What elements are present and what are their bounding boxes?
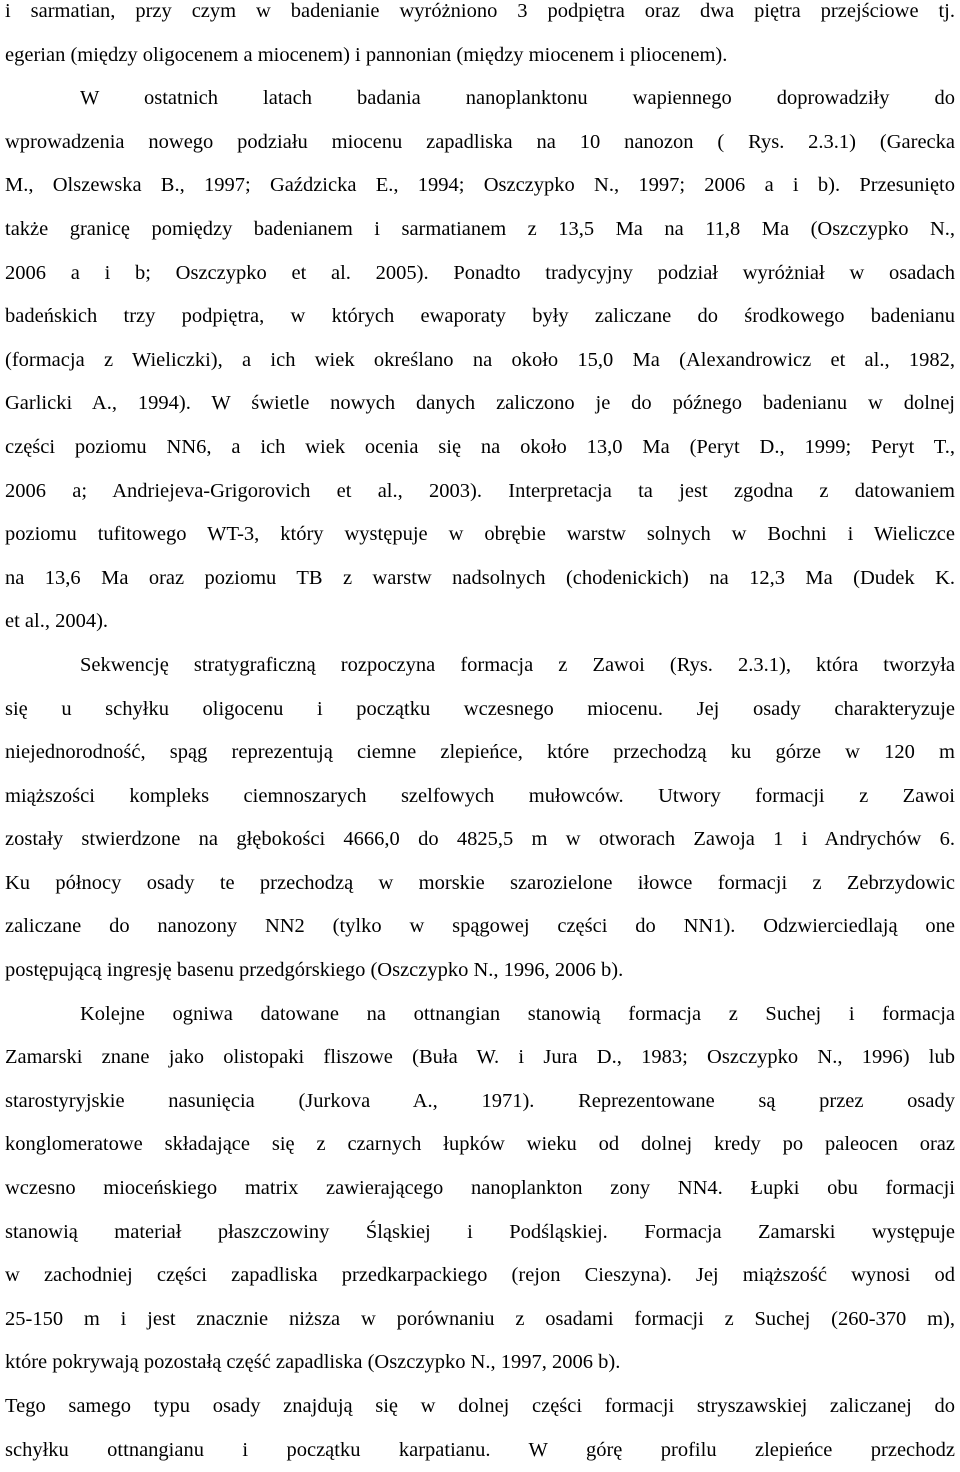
text-line: starostyryjskie nasunięcia (Jurkova A., 1971). Reprezentowane są przez osady [5,1089,955,1112]
text-line: wczesno mioceńskiego matrix zawierającego nanoplankton zony NN4. Łupki obu formacji [5,1177,955,1200]
text-line: schyłku ottnangianu i początku karpatianu. W górę profilu zlepieńce przechodz [5,1438,955,1461]
text-line: poziomu tufitowego WT-3, który występuje w obrębie warstw solnych w Bochni i Wieliczce [5,523,955,546]
text-line: stanowią materiał płaszczowiny Śląskiej i Podśląskiej. Formacja Zamarski występuje [5,1220,955,1243]
text-line: części poziomu NN6, a ich wiek ocenia się na około 13,0 Ma (Peryt D., 1999; Peryt T., [5,435,955,458]
text-line: miąższości kompleks ciemnoszarych szelfowych mułowców. Utwory formacji z Zawoi [5,784,955,807]
text-line: na 13,6 Ma oraz poziomu TB z warstw nadsolnych (chodenickich) na 12,3 Ma (Dudek K. [5,566,955,589]
text-line: W ostatnich latach badania nanoplanktonu wapiennego doprowadziły do [80,87,955,110]
text-line: się u schyłku oligocenu i początku wczesnego miocenu. Jej osady charakteryzuje [5,697,955,720]
text-line: Sekwencję stratygraficzną rozpoczyna formacja z Zawoi (Rys. 2.3.1), która tworzyła [80,653,955,676]
text-line: (formacja z Wieliczki), a ich wiek określano na około 15,0 Ma (Alexandrowicz et al., 1982, [5,348,955,371]
document-page [5,0,955,1472]
text-line: także granicę pomiędzy badenianem i sarmatianem z 13,5 Ma na 11,8 Ma (Oszczypko N., [5,217,955,240]
text-line: et al., 2004). [5,610,109,633]
paragraph [5,77,955,644]
text-line: które pokrywają pozostałą część zapadliska (Oszczypko N., 1997, 2006 b). [5,1351,621,1374]
paragraph [5,644,955,993]
paragraph [5,1385,955,1472]
text-line: egerian (między oligocenem a miocenem) i pannonian (między miocenem i pliocenem). [5,43,728,66]
text-line: konglomeratowe składające się z czarnych łupków wieku od dolnej kredy po paleocen oraz [5,1133,955,1156]
text-line: postępującą ingresję basenu przedgórskiego (Oszczypko N., 1996, 2006 b). [5,959,624,982]
text-line: M., Olszewska B., 1997; Gaździcka E., 1994; Oszczypko N., 1997; 2006 a i b). Przesunięto [5,174,955,197]
text-line: niejednorodność, spąg reprezentują ciemne zlepieńce, które przechodzą ku górze w 120 m [5,741,955,764]
text-line: w zachodniej części zapadliska przedkarpackiego (rejon Cieszyna). Jej miąższość wynosi od [5,1264,955,1287]
text-line: 2006 a i b; Oszczypko et al. 2005). Ponadto tradycyjny podział wyróżniał w osadach [5,261,955,284]
text-line: Garlicki A., 1994). W świetle nowych danych zaliczono je do późnego badenianu w dolnej [5,392,955,415]
text-line: 2006 a; Andriejeva-Grigorovich et al., 2003). Interpretacja ta jest zgodna z datowaniem [5,479,955,502]
text-line: 25-150 m i jest znacznie niższa w porównaniu z osadami formacji z Suchej (260-370 m), [5,1307,955,1330]
text-line: wprowadzenia nowego podziału miocenu zapadliska na 10 nanozon ( Rys. 2.3.1) (Garecka [5,130,955,153]
text-line: Tego samego typu osady znajdują się w dolnej części formacji stryszawskiej zaliczanej do [5,1395,955,1417]
text-line: i sarmatian, przy czym w badenianie wyróżniono 3 podpiętra oraz dwa piętra przejściowe tj. [5,0,955,22]
text-line: zostały stwierdzone na głębokości 4666,0 do 4825,5 m w otworach Zawoja 1 i Andrychów 6. [5,828,955,851]
text-line: Zamarski znane jako olistopaki fliszowe (Buła W. i Jura D., 1983; Oszczypko N., 1996) lub [5,1046,955,1069]
paragraph [5,0,955,77]
text-line: Ku północy osady te przechodzą w morskie szarozielone iłowce formacji z Zebrzydowic [5,871,955,894]
text-line: badeńskich trzy podpiętra, w których ewaporaty były zaliczane do środkowego badenianu [5,305,955,328]
text-line: Kolejne ogniwa datowane na ottnangian stanowią formacja z Suchej i formacja [80,1002,955,1025]
text-line: zaliczane do nanozony NN2 (tylko w spągowej części do NN1). Odzwierciedlają one [5,915,955,938]
paragraph [5,993,955,1385]
